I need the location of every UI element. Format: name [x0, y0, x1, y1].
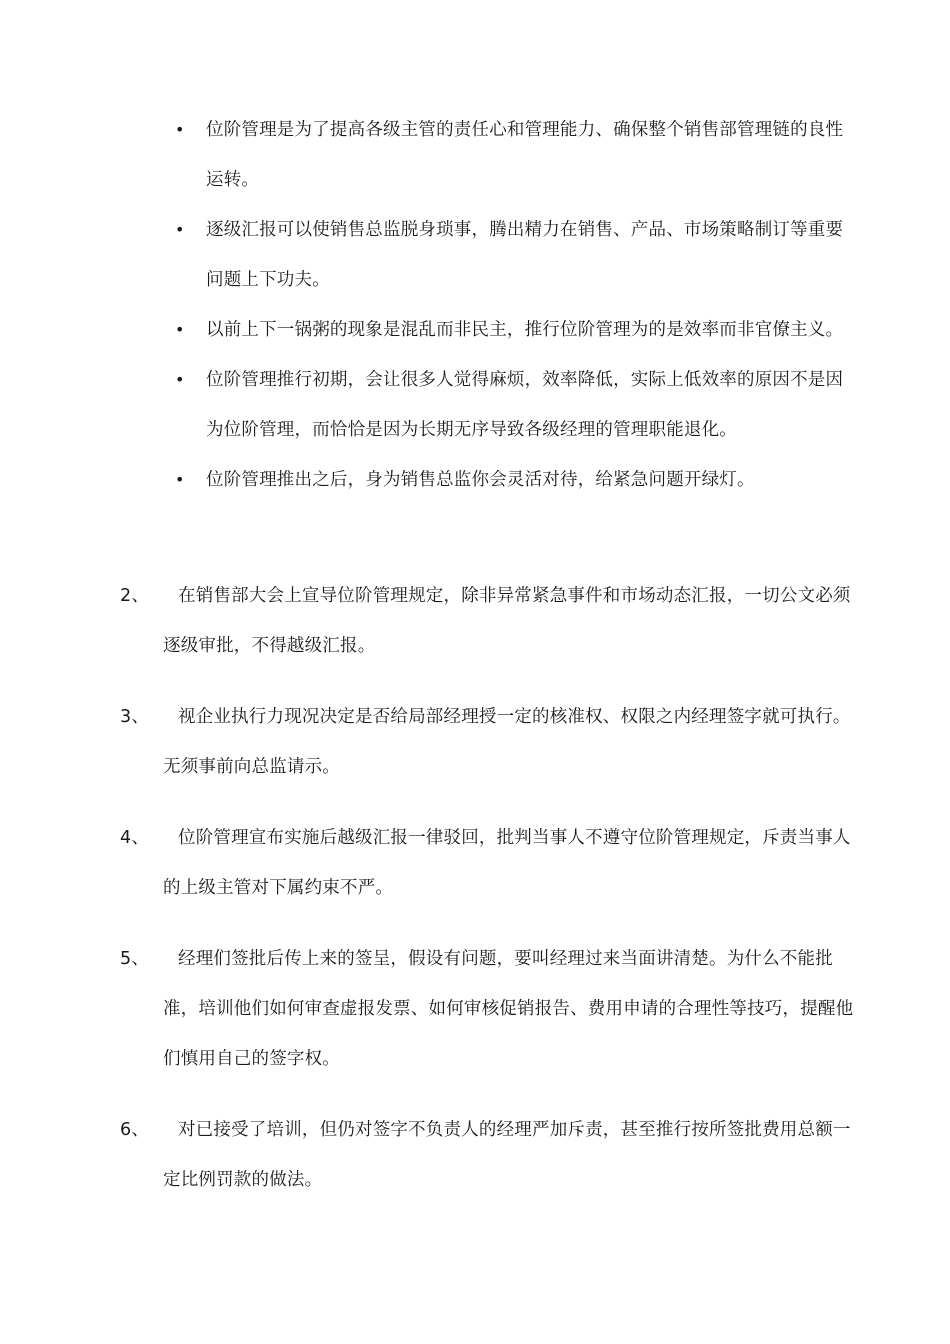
bullet-text: 位阶管理推出之后，身为销售总监你会灵活对待，给紧急问题开绿灯。 — [206, 470, 755, 490]
bullet-item — [0, 455, 860, 505]
numbered-item — [0, 1105, 858, 1205]
numbered-item — [0, 692, 858, 792]
bullet-item — [0, 205, 860, 305]
item-number: 5、 — [120, 949, 150, 969]
bullet-item — [0, 105, 860, 205]
numbered-item — [0, 813, 858, 913]
bullet-text: 以前上下一锅粥的现象是混乱而非民主，推行位阶管理为的是效率而非官僚主义。 — [206, 320, 844, 340]
item-number: 4、 — [120, 828, 150, 848]
bullet-text: 位阶管理是为了提高各级主管的责任心和管理能力、确保整个销售部管理链的良性运转。 — [206, 120, 844, 190]
numbered-item — [0, 571, 858, 671]
bullet-marker: • — [175, 470, 185, 489]
item-text: 对已接受了培训，但仍对签字不负责人的经理严加斥责，甚至推行按所签批费用总额一定比例罚款的做法。 — [163, 1120, 851, 1190]
numbered-list — [0, 571, 950, 1226]
bullet-marker: • — [175, 220, 185, 239]
bullet-text: 逐级汇报可以使销售总监脱身琐事，腾出精力在销售、产品、市场策略制订等重要问题上下功夫。 — [206, 220, 844, 290]
item-text: 在销售部大会上宣导位阶管理规定，除非异常紧急事件和市场动态汇报，一切公文必须逐级审批，不得越级汇报。 — [163, 586, 851, 656]
bullet-marker: • — [175, 370, 185, 389]
item-text: 位阶管理宣布实施后越级汇报一律驳回，批判当事人不遵守位阶管理规定，斥责当事人的上级主管对下属约束不严。 — [163, 828, 851, 898]
bullet-marker: • — [175, 120, 185, 139]
item-number: 3、 — [120, 707, 150, 727]
item-text: 经理们签批后传上来的签呈，假设有问题，要叫经理过来当面讲清楚。为什么不能批准，培训他们如何审查虚报发票、如何审核促销报告、费用申请的合理性等技巧，提醒他们慎用自己的签字权。 — [163, 949, 854, 1069]
bullet-item — [0, 355, 860, 455]
bullet-marker: • — [175, 320, 185, 339]
item-text: 视企业执行力现况决定是否给局部经理授一定的核准权、权限之内经理签字就可执行。无须事前向总监请示。 — [163, 707, 851, 777]
bullet-text: 位阶管理推行初期，会让很多人觉得麻烦，效率降低，实际上低效率的原因不是因为位阶管理，而恰恰是因为长期无序导致各级经理的管理职能退化。 — [206, 370, 844, 440]
item-number: 2、 — [120, 586, 150, 606]
item-number: 6、 — [120, 1120, 150, 1140]
bullet-item — [0, 305, 860, 355]
bullet-list — [0, 105, 950, 505]
numbered-item — [0, 934, 858, 1084]
